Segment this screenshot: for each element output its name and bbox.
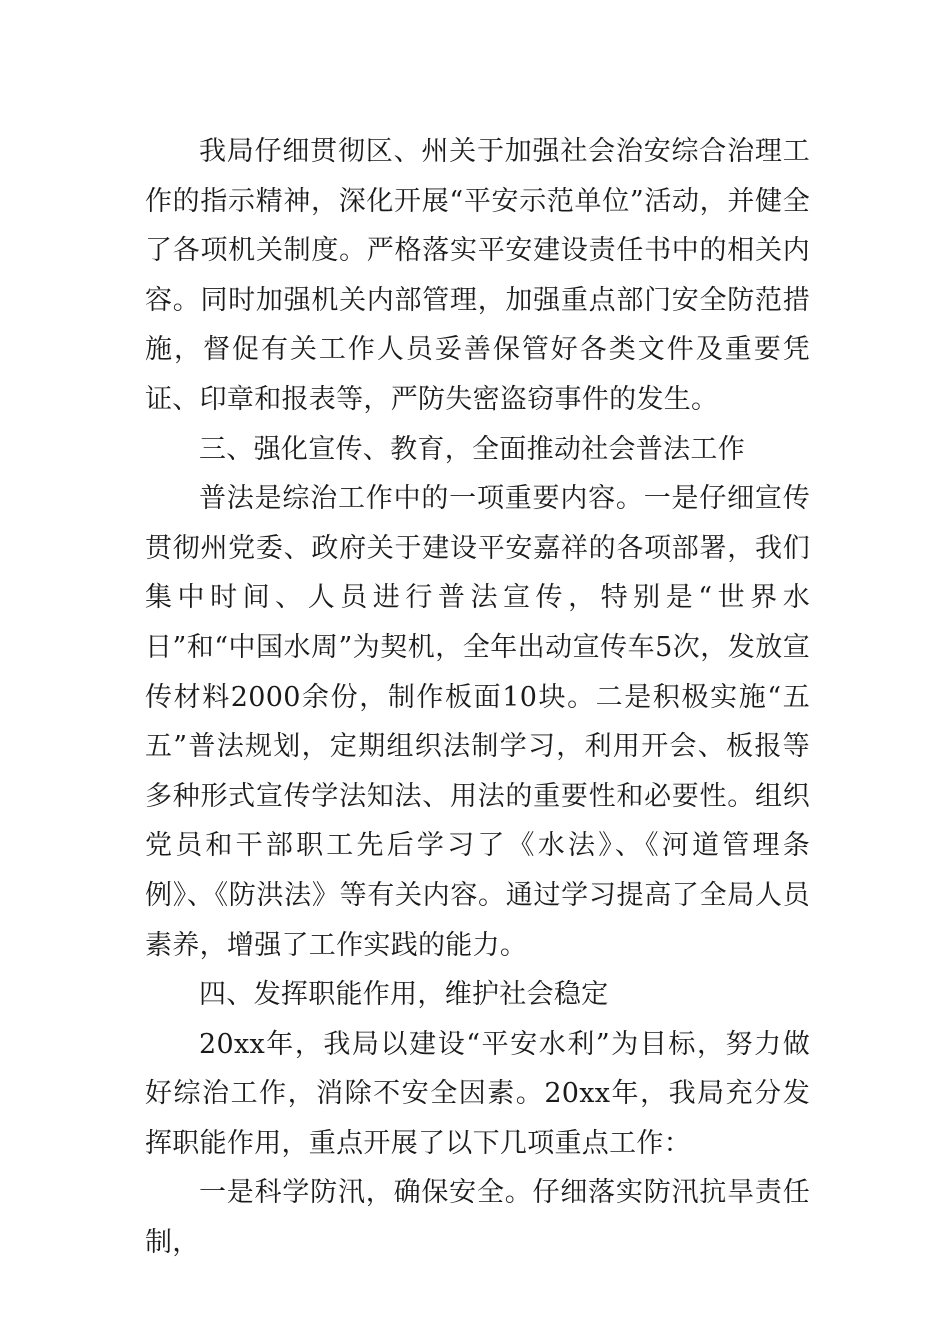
- paragraph-flood-control: 一是科学防汛，确保安全。仔细落实防汛抗旱责任制，: [145, 1177, 810, 1259]
- paragraph-public-security-work: 我局仔细贯彻区、州关于加强社会治安综合治理工作的指示精神，深化开展“平安示范单位”活动，并健全了各项机关制度。严格落实平安建设责任书中的相关内容。同时加强机关内部管理，加强重点部门安全防范措施，督促有关工作人员妥善保管好各类文件及重要凭证、印章和报表等，严防失密盗窃事件的发生。: [145, 136, 810, 415]
- paragraph-safe-water-goal: 20xx年，我局以建设“平安水利”为目标，努力做好综治工作，消除不安全因素。20xx年，我局充分发挥职能作用，重点开展了以下几项重点工作：: [145, 1028, 810, 1159]
- paragraph-legal-education: 普法是综治工作中的一项重要内容。一是仔细宣传贯彻州党委、政府关于建设平安嘉祥的各项部署，我们集中时间、人员进行普法宣传，特别是“世界水日”和“中国水周”为契机，全年出动宣传车5次，发放宣传材料2000余份，制作板面10块。二是积极实施“五五”普法规划，定期组织法制学习，利用开会、板报等多种形式宣传学法知法、用法的重要性和必要性。组织党员和干部职工先后学习了《水法》、《河道管理条例》、《防洪法》等有关内容。通过学习提高了全局人员素养，增强了工作实践的能力。: [145, 483, 810, 961]
- section-heading-three: 三、强化宣传、教育，全面推动社会普法工作: [199, 433, 745, 465]
- document-body: [145, 127, 810, 1268]
- section-heading-four: 四、发挥职能作用，维护社会稳定: [199, 979, 609, 1011]
